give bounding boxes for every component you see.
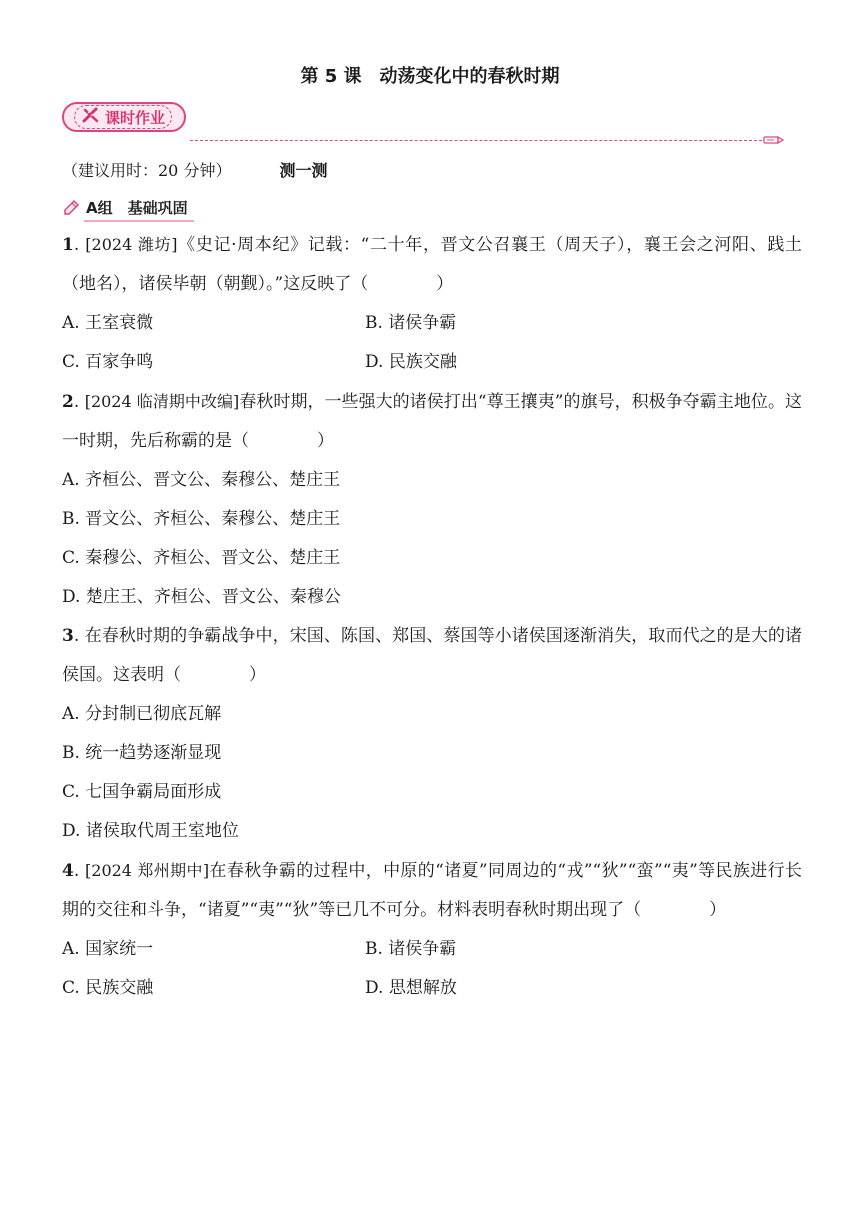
question-text: 春秋时期，一些强大的诸侯打出“尊王攘夷”的旗号，积极争夺霸主地位。这一时期，先后称霸的是（ [62, 392, 803, 451]
option-a: A. 分封制已彻底瓦解 [62, 704, 222, 724]
question-source: [2024 郑州期中] [85, 861, 210, 880]
option-b: B. 诸侯争霸 [365, 939, 457, 959]
question-number: 3 [62, 626, 74, 646]
question-number: 4 [62, 861, 74, 881]
option-b: B. 统一趋势逐渐显现 [62, 743, 222, 763]
option-a: A. 齐桓公、晋文公、秦穆公、楚庄王 [62, 470, 341, 490]
option-d: D. 思想解放 [365, 978, 457, 998]
group-heading [62, 197, 194, 222]
question-number: 2 [62, 392, 74, 412]
option-a: A. 王室衰微 [62, 313, 154, 333]
option-d: D. 民族交融 [365, 352, 457, 372]
option-a: A. 国家统一 [62, 939, 154, 959]
option-c: C. 七国争霸局面形成 [62, 782, 222, 802]
option-b: B. 晋文公、齐桓公、秦穆公、楚庄王 [62, 509, 341, 529]
option-c: C. 秦穆公、齐桓公、晋文公、楚庄王 [62, 548, 341, 568]
question-3: 3. 在春秋时期的争霸战争中，宋国、陈国、郑国、蔡国等小诸侯国逐渐消失，取而代之的是大的诸侯国。这表明（ ） A. 分封制已彻底瓦解 B. 统一趋势逐渐显现 C. 七国争霸局面形成 D. 诸侯取代周王室地位 [62, 617, 802, 851]
option-c: C. 民族交融 [62, 978, 154, 998]
suggested-time: （建议用时：20 分钟） [62, 161, 232, 180]
banner-divider [190, 140, 762, 141]
lesson-name: 动荡变化中的春秋时期 [379, 66, 560, 87]
option-c: C. 百家争鸣 [62, 352, 154, 372]
banner-label: 课时作业 [105, 108, 166, 127]
lesson-title [0, 62, 860, 88]
question-source: [2024 临清期中改编] [84, 392, 240, 411]
option-d: D. 楚庄王、齐桓公、晋文公、秦穆公 [62, 587, 341, 607]
question-4: 4. [2024 郑州期中]在春秋争霸的过程中，中原的“诸夏”同周边的“戎”“狄”“蛮”“夷”等民族进行长期的交往和斗争，“诸夏”“夷”“狄”等已几不可分。材料表明春秋时期出现了（ ） A. 国家统一 B. 诸侯争霸 C. 民族交融 D. 思想解放 [62, 851, 802, 1008]
homework-banner [62, 102, 186, 132]
question-2: 2. [2024 临清期中改编]春秋时期，一些强大的诸侯打出“尊王攘夷”的旗号，积极争夺霸主地位。这一时期，先后称霸的是（ ） A. 齐桓公、晋文公、秦穆公、楚庄王 B. 晋文公、齐桓公、秦穆公、楚庄王 C. 秦穆公、齐桓公、晋文公、楚庄王 D. 楚庄王、齐桓公、晋文公、秦穆公 [62, 382, 802, 617]
option-b: B. 诸侯争霸 [365, 313, 457, 333]
group-label: A组 基础巩固 [84, 197, 194, 222]
meta-line [62, 158, 327, 181]
question-1: 1. [2024 潍坊]《史记·周本纪》记载：“二十年，晋文公召襄王（周天子），襄王会之河阳、践土（地名），诸侯毕朝（朝觐）。”这反映了（ ） A. 王室衰微 B. 诸侯争霸 C. 百家争鸣 D. 民族交融 [62, 225, 802, 382]
question-number: 1 [62, 235, 74, 255]
question-text: 在春秋时期的争霸战争中，宋国、陈国、郑国、蔡国等小诸侯国逐渐消失，取而代之的是大的诸侯国。这表明（ [62, 626, 802, 685]
pencil-ruler-icon [81, 106, 101, 128]
pen-icon [762, 132, 784, 151]
homework-badge [62, 102, 186, 132]
option-d: D. 诸侯取代周王室地位 [62, 821, 239, 841]
question-list [62, 225, 802, 1008]
question-text: 《史记·周本纪》记载：“二十年，晋文公召襄王（周天子），襄王会之河阳、践土（地名），诸侯毕朝（朝觐）。”这反映了（ [62, 235, 802, 294]
mode-label: 测一测 [279, 161, 328, 180]
question-text: 在春秋争霸的过程中，中原的“诸夏”同周边的“戎”“狄”“蛮”“夷”等民族进行长期的交往和斗争，“诸夏”“夷”“狄”等已几不可分。材料表明春秋时期出现了（ [62, 861, 802, 920]
question-source: [2024 潍坊] [85, 235, 178, 254]
lesson-number: 第 5 课 [300, 66, 362, 87]
pencil-icon [62, 199, 80, 221]
